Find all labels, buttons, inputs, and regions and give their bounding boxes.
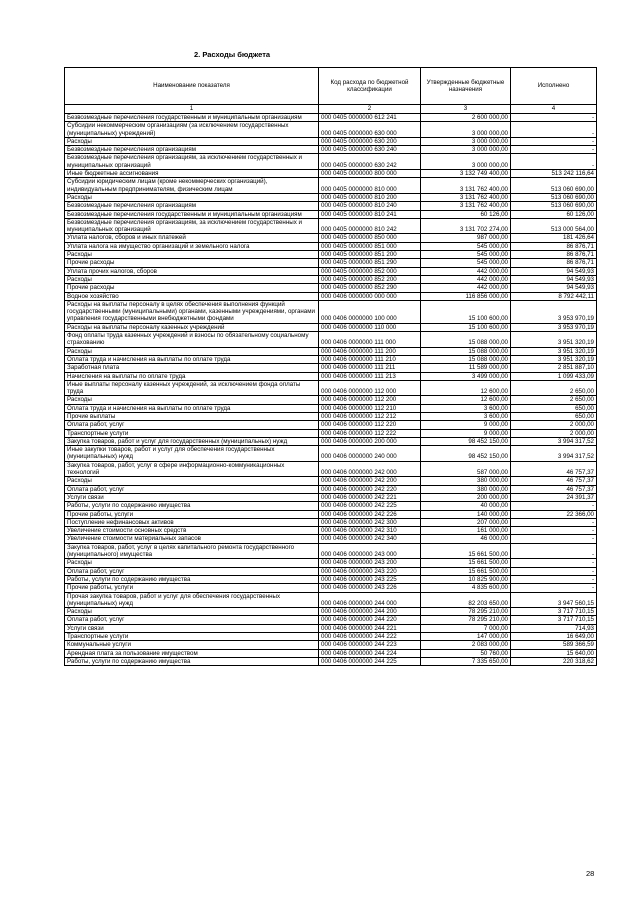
- cell-plan: 3 000 000,00: [421, 122, 511, 138]
- column-number: 2: [319, 105, 421, 114]
- cell-plan: 442 000,00: [421, 267, 511, 275]
- table-row: [65, 510, 597, 518]
- cell-code: 000 0405 0000000 810 241: [319, 210, 421, 218]
- cell-exec: 8 792 442,11: [511, 292, 597, 300]
- cell-plan: 545 000,00: [421, 251, 511, 259]
- cell-exec: 513 242 116,64: [511, 170, 597, 178]
- table-row: [65, 404, 597, 412]
- cell-name: Прочие расходы: [65, 284, 319, 292]
- table-row: [65, 412, 597, 420]
- cell-exec: 3 951 320,19: [511, 332, 597, 348]
- cell-name: Иные закупки товаров, работ и услуг для обеспечения государственных (муниципальных) нужд: [65, 446, 319, 462]
- cell-plan: 78 295 210,00: [421, 616, 511, 624]
- cell-name: Расходы на выплаты персоналу в целях обеспечения выполнения функций государственными (муниципальными) органами, казенными учреждениями, органами управления государственными внебюджетными фондами: [65, 300, 319, 323]
- cell-code: 000 0406 0000000 100 000: [319, 300, 421, 323]
- table-row: [65, 323, 597, 331]
- cell-exec: 46 757,37: [511, 485, 597, 493]
- cell-name: Уплата прочих налогов, сборов: [65, 267, 319, 275]
- cell-code: 000 0406 0000000 242 200: [319, 477, 421, 485]
- table-row: [65, 493, 597, 501]
- cell-name: Закупка товаров, работ, услуг в целях капитального ремонта государственного (муниципального) имущества: [65, 543, 319, 559]
- cell-exec: 86 876,71: [511, 242, 597, 250]
- cell-exec: 94 549,93: [511, 275, 597, 283]
- cell-plan: 545 000,00: [421, 259, 511, 267]
- cell-exec: -: [511, 154, 597, 170]
- cell-exec: 181 426,64: [511, 234, 597, 242]
- table-row: [65, 202, 597, 210]
- table-row: [65, 259, 597, 267]
- cell-name: Субсидии некоммерческим организациям (за исключением государственных (муниципальных) учреждений): [65, 122, 319, 138]
- cell-exec: 60 126,00: [511, 210, 597, 218]
- table-row: [65, 114, 597, 122]
- table-row: [65, 608, 597, 616]
- cell-code: 000 0405 0000000 850 000: [319, 234, 421, 242]
- cell-name: Транспортные услуги: [65, 429, 319, 437]
- cell-code: 000 0406 0000000 242 300: [319, 518, 421, 526]
- cell-name: Фонд оплаты труда казенных учреждений и взносы по обязательному социальному страхованию: [65, 332, 319, 348]
- table-row: [65, 267, 597, 275]
- cell-plan: 140 000,00: [421, 510, 511, 518]
- cell-plan: 3 600,00: [421, 412, 511, 420]
- table-row: [65, 332, 597, 348]
- table-row: [65, 372, 597, 380]
- cell-plan: 15 088 000,00: [421, 332, 511, 348]
- cell-plan: 12 600,00: [421, 380, 511, 396]
- cell-exec: 86 876,71: [511, 259, 597, 267]
- cell-plan: 2 083 000,00: [421, 641, 511, 649]
- cell-exec: 3 994 317,52: [511, 437, 597, 445]
- table-header-row: [65, 68, 597, 105]
- cell-name: Закупка товаров, работ, услуг в сфере информационно-коммуникационных технологий: [65, 461, 319, 477]
- table-row: [65, 178, 597, 194]
- table-row: [65, 518, 597, 526]
- cell-plan: 15 100 600,00: [421, 300, 511, 323]
- table-row: [65, 347, 597, 355]
- cell-name: Оплата труда и начисления на выплаты по оплате труда: [65, 404, 319, 412]
- cell-code: 000 0406 0000000 111 000: [319, 332, 421, 348]
- cell-code: 000 0406 0000000 244 000: [319, 592, 421, 608]
- cell-code: 000 0406 0000000 243 225: [319, 575, 421, 583]
- cell-exec: 2 000,00: [511, 421, 597, 429]
- table-row: [65, 485, 597, 493]
- cell-plan: 3 132 749 400,00: [421, 170, 511, 178]
- table-row: [65, 543, 597, 559]
- table-row: [65, 170, 597, 178]
- cell-code: 000 0406 0000000 111 210: [319, 355, 421, 363]
- cell-plan: 15 661 500,00: [421, 567, 511, 575]
- cell-plan: 98 452 150,00: [421, 446, 511, 462]
- cell-plan: 380 000,00: [421, 485, 511, 493]
- cell-plan: 60 126,00: [421, 210, 511, 218]
- cell-name: Оплата работ, услуг: [65, 567, 319, 575]
- cell-plan: 3 131 762 400,00: [421, 193, 511, 201]
- cell-exec: 513 060 690,00: [511, 193, 597, 201]
- table-row: [65, 218, 597, 234]
- cell-name: Начисления на выплаты по оплате труда: [65, 372, 319, 380]
- cell-code: 000 0405 0000000 630 242: [319, 154, 421, 170]
- cell-name: Расходы: [65, 275, 319, 283]
- cell-name: Оплата работ, услуг: [65, 421, 319, 429]
- cell-exec: -: [511, 543, 597, 559]
- cell-plan: 2 600 000,00: [421, 114, 511, 122]
- cell-plan: 15 100 600,00: [421, 323, 511, 331]
- cell-code: 000 0406 0000000 240 000: [319, 446, 421, 462]
- cell-code: 000 0406 0000000 242 310: [319, 527, 421, 535]
- table-row: [65, 446, 597, 462]
- cell-exec: 513 060 690,00: [511, 202, 597, 210]
- cell-exec: 46 757,37: [511, 461, 597, 477]
- header-name: Наименование показателя: [65, 68, 319, 105]
- cell-name: Увеличение стоимости основных средств: [65, 527, 319, 535]
- cell-code: 000 0406 0000000 244 221: [319, 624, 421, 632]
- column-number: 1: [65, 105, 319, 114]
- cell-exec: 589 366,59: [511, 641, 597, 649]
- cell-plan: 442 000,00: [421, 275, 511, 283]
- cell-exec: 2 000,00: [511, 429, 597, 437]
- cell-exec: 3 717 710,15: [511, 616, 597, 624]
- cell-code: 000 0406 0000000 112 212: [319, 412, 421, 420]
- cell-plan: 200 000,00: [421, 493, 511, 501]
- table-row: [65, 380, 597, 396]
- cell-plan: 9 000,00: [421, 421, 511, 429]
- cell-code: 000 0406 0000000 244 222: [319, 633, 421, 641]
- cell-plan: 98 452 150,00: [421, 437, 511, 445]
- cell-code: 000 0406 0000000 242 220: [319, 485, 421, 493]
- cell-plan: 3 000 000,00: [421, 154, 511, 170]
- cell-plan: 10 825 900,00: [421, 575, 511, 583]
- cell-code: 000 0405 0000000 852 290: [319, 284, 421, 292]
- cell-code: 000 0406 0000000 000 000: [319, 292, 421, 300]
- cell-plan: 987 000,00: [421, 234, 511, 242]
- cell-exec: -: [511, 535, 597, 543]
- cell-code: 000 0406 0000000 242 000: [319, 461, 421, 477]
- cell-name: Услуги связи: [65, 624, 319, 632]
- cell-code: 000 0405 0000000 851 290: [319, 259, 421, 267]
- cell-code: 000 0405 0000000 852 200: [319, 275, 421, 283]
- cell-name: Уплата налога на имущество организаций и земельного налога: [65, 242, 319, 250]
- cell-name: Поступление нефинансовых активов: [65, 518, 319, 526]
- cell-code: 000 0406 0000000 111 200: [319, 347, 421, 355]
- cell-code: 000 0406 0000000 112 222: [319, 429, 421, 437]
- cell-code: 000 0406 0000000 244 200: [319, 608, 421, 616]
- cell-name: Оплата работ, услуг: [65, 485, 319, 493]
- cell-plan: 3 600,00: [421, 404, 511, 412]
- table-row: [65, 210, 597, 218]
- cell-code: 000 0405 0000000 630 000: [319, 122, 421, 138]
- cell-name: Безвозмездные перечисления организациям: [65, 146, 319, 154]
- cell-code: 000 0406 0000000 112 210: [319, 404, 421, 412]
- cell-exec: 220 318,62: [511, 657, 597, 665]
- cell-code: 000 0406 0000000 243 000: [319, 543, 421, 559]
- cell-code: 000 0405 0000000 852 000: [319, 267, 421, 275]
- cell-plan: 12 600,00: [421, 396, 511, 404]
- cell-exec: -: [511, 502, 597, 510]
- table-row: [65, 154, 597, 170]
- table-row: [65, 575, 597, 583]
- cell-plan: 380 000,00: [421, 477, 511, 485]
- table-row: [65, 355, 597, 363]
- cell-exec: 2 650,00: [511, 396, 597, 404]
- cell-code: 000 0405 0000000 800 000: [319, 170, 421, 178]
- cell-exec: 86 876,71: [511, 251, 597, 259]
- cell-name: Расходы: [65, 251, 319, 259]
- cell-plan: 3 131 762 400,00: [421, 178, 511, 194]
- table-row: [65, 146, 597, 154]
- cell-code: 000 0406 0000000 243 226: [319, 584, 421, 592]
- table-row: [65, 421, 597, 429]
- cell-exec: 650,00: [511, 404, 597, 412]
- cell-plan: 50 760,00: [421, 649, 511, 657]
- table-row: [65, 649, 597, 657]
- cell-name: Иные бюджетные ассигнования: [65, 170, 319, 178]
- column-number-row: [65, 105, 597, 114]
- table-row: [65, 461, 597, 477]
- cell-name: Прочие работы, услуги: [65, 510, 319, 518]
- table-row: [65, 624, 597, 632]
- cell-exec: 46 757,37: [511, 477, 597, 485]
- cell-code: 000 0406 0000000 110 000: [319, 323, 421, 331]
- cell-plan: 3 000 000,00: [421, 137, 511, 145]
- cell-name: Безвозмездные перечисления организациям: [65, 202, 319, 210]
- table-row: [65, 584, 597, 592]
- cell-exec: 513 060 690,00: [511, 178, 597, 194]
- cell-plan: 40 000,00: [421, 502, 511, 510]
- cell-plan: 9 000,00: [421, 429, 511, 437]
- table-row: [65, 633, 597, 641]
- cell-code: 000 0405 0000000 851 200: [319, 251, 421, 259]
- cell-plan: 15 661 500,00: [421, 543, 511, 559]
- cell-name: Работы, услуги по содержанию имущества: [65, 657, 319, 665]
- cell-plan: 4 835 600,00: [421, 584, 511, 592]
- cell-code: 000 0405 0000000 851 000: [319, 242, 421, 250]
- cell-code: 000 0406 0000000 200 000: [319, 437, 421, 445]
- cell-code: 000 0406 0000000 242 226: [319, 510, 421, 518]
- cell-exec: -: [511, 122, 597, 138]
- cell-code: 000 0406 0000000 244 220: [319, 616, 421, 624]
- table-row: [65, 193, 597, 201]
- cell-exec: -: [511, 575, 597, 583]
- page-number: 28: [586, 869, 595, 878]
- table-row: [65, 242, 597, 250]
- cell-code: 000 0406 0000000 112 000: [319, 380, 421, 396]
- cell-name: Расходы: [65, 137, 319, 145]
- table-row: [65, 502, 597, 510]
- table-row: [65, 137, 597, 145]
- cell-name: Закупка товаров, работ и услуг для государственных (муниципальных) нужд: [65, 437, 319, 445]
- table-row: [65, 616, 597, 624]
- cell-name: Заработная плата: [65, 364, 319, 372]
- table-row: [65, 275, 597, 283]
- cell-exec: 94 549,93: [511, 267, 597, 275]
- cell-name: Расходы на выплаты персоналу казенных учреждений: [65, 323, 319, 331]
- cell-exec: 3 953 970,19: [511, 300, 597, 323]
- cell-name: Транспортные услуги: [65, 633, 319, 641]
- cell-code: 000 0405 0000000 630 200: [319, 137, 421, 145]
- cell-exec: -: [511, 567, 597, 575]
- cell-exec: 3 994 317,52: [511, 446, 597, 462]
- cell-exec: -: [511, 559, 597, 567]
- header-plan: Утвержденные бюджетные назначения: [421, 68, 511, 105]
- cell-name: Иные выплаты персоналу казенных учреждений, за исключением фонда оплаты труда: [65, 380, 319, 396]
- cell-name: Безвозмездные перечисления организациям, за исключением государственных и муниципальных организаций: [65, 218, 319, 234]
- cell-exec: 714,93: [511, 624, 597, 632]
- cell-name: Оплата труда и начисления на выплаты по оплате труда: [65, 355, 319, 363]
- cell-code: 000 0405 0000000 810 000: [319, 178, 421, 194]
- cell-code: 000 0406 0000000 243 220: [319, 567, 421, 575]
- cell-plan: 442 000,00: [421, 284, 511, 292]
- cell-plan: 545 000,00: [421, 242, 511, 250]
- cell-name: Прочие расходы: [65, 259, 319, 267]
- cell-exec: 24 391,37: [511, 493, 597, 501]
- cell-exec: -: [511, 527, 597, 535]
- cell-code: 000 0405 0000000 810 200: [319, 193, 421, 201]
- table-row: [65, 396, 597, 404]
- cell-code: 000 0405 0000000 630 240: [319, 146, 421, 154]
- cell-name: Уплата налогов, сборов и иных платежей: [65, 234, 319, 242]
- cell-exec: 94 549,93: [511, 284, 597, 292]
- table-row: [65, 122, 597, 138]
- cell-name: Водное хозяйство: [65, 292, 319, 300]
- cell-code: 000 0406 0000000 112 200: [319, 396, 421, 404]
- table-row: [65, 251, 597, 259]
- cell-plan: 15 661 500,00: [421, 559, 511, 567]
- column-number: 4: [511, 105, 597, 114]
- column-number: 3: [421, 105, 511, 114]
- cell-name: Оплата работ, услуг: [65, 616, 319, 624]
- cell-name: Расходы: [65, 396, 319, 404]
- cell-plan: 3 000 000,00: [421, 146, 511, 154]
- cell-plan: 82 203 650,00: [421, 592, 511, 608]
- table-row: [65, 364, 597, 372]
- table-row: [65, 559, 597, 567]
- cell-name: Услуги связи: [65, 493, 319, 501]
- cell-plan: 147 000,00: [421, 633, 511, 641]
- cell-name: Работы, услуги по содержанию имущества: [65, 502, 319, 510]
- table-row: [65, 535, 597, 543]
- cell-exec: 2 851 887,10: [511, 364, 597, 372]
- table-row: [65, 527, 597, 535]
- cell-plan: 161 000,00: [421, 527, 511, 535]
- cell-exec: 15 640,00: [511, 649, 597, 657]
- cell-exec: -: [511, 114, 597, 122]
- cell-plan: 7 000,00: [421, 624, 511, 632]
- cell-code: 000 0406 0000000 244 224: [319, 649, 421, 657]
- cell-code: 000 0406 0000000 243 200: [319, 559, 421, 567]
- cell-exec: 1 099 433,09: [511, 372, 597, 380]
- table-row: [65, 477, 597, 485]
- cell-plan: 15 088 000,00: [421, 347, 511, 355]
- table-row: [65, 657, 597, 665]
- cell-exec: 650,00: [511, 412, 597, 420]
- cell-exec: 3 951 320,19: [511, 355, 597, 363]
- cell-name: Субсидии юридическим лицам (кроме некоммерческих организаций), индивидуальным предпринимателям, физическим лицам: [65, 178, 319, 194]
- table-row: [65, 234, 597, 242]
- cell-code: 000 0405 0000000 810 240: [319, 202, 421, 210]
- cell-exec: 22 366,00: [511, 510, 597, 518]
- cell-plan: 11 589 000,00: [421, 364, 511, 372]
- cell-code: 000 0406 0000000 112 220: [319, 421, 421, 429]
- cell-plan: 3 131 702 274,00: [421, 218, 511, 234]
- cell-plan: 587 000,00: [421, 461, 511, 477]
- header-exec: Исполнено: [511, 68, 597, 105]
- header-code: Код расхода по бюджетной классификации: [319, 68, 421, 105]
- cell-name: Безвозмездные перечисления организациям, за исключением государственных и муниципальных организаций: [65, 154, 319, 170]
- cell-plan: 78 295 210,00: [421, 608, 511, 616]
- cell-plan: 207 000,00: [421, 518, 511, 526]
- table-row: [65, 567, 597, 575]
- cell-code: 000 0406 0000000 244 225: [319, 657, 421, 665]
- cell-plan: 46 000,00: [421, 535, 511, 543]
- cell-exec: -: [511, 584, 597, 592]
- table-row: [65, 429, 597, 437]
- cell-code: 000 0406 0000000 111 211: [319, 364, 421, 372]
- cell-name: Расходы: [65, 347, 319, 355]
- cell-plan: 3 131 762 400,00: [421, 202, 511, 210]
- cell-code: 000 0406 0000000 111 213: [319, 372, 421, 380]
- table-row: [65, 300, 597, 323]
- cell-exec: 3 953 970,19: [511, 323, 597, 331]
- cell-exec: -: [511, 137, 597, 145]
- cell-code: 000 0406 0000000 244 223: [319, 641, 421, 649]
- cell-name: Расходы: [65, 477, 319, 485]
- table-row: [65, 437, 597, 445]
- cell-exec: 3 717 710,15: [511, 608, 597, 616]
- cell-code: 000 0406 0000000 242 340: [319, 535, 421, 543]
- cell-exec: 3 951 320,19: [511, 347, 597, 355]
- cell-plan: 15 088 000,00: [421, 355, 511, 363]
- cell-name: Безвозмездные перечисления государственным и муниципальным организациям: [65, 114, 319, 122]
- cell-name: Арендная плата за пользование имуществом: [65, 649, 319, 657]
- cell-name: Работы, услуги по содержанию имущества: [65, 575, 319, 583]
- cell-code: 000 0405 0000000 612 241: [319, 114, 421, 122]
- cell-name: Прочая закупка товаров, работ и услуг для обеспечения государственных (муниципальных) нужд: [65, 592, 319, 608]
- section-title: 2. Расходы бюджета: [194, 50, 271, 59]
- cell-code: 000 0406 0000000 242 225: [319, 502, 421, 510]
- cell-name: Расходы: [65, 193, 319, 201]
- cell-exec: 3 947 560,15: [511, 592, 597, 608]
- table-row: [65, 592, 597, 608]
- table-row: [65, 292, 597, 300]
- cell-name: Прочие выплаты: [65, 412, 319, 420]
- cell-name: Коммунальные услуги: [65, 641, 319, 649]
- cell-exec: 16 649,00: [511, 633, 597, 641]
- cell-exec: -: [511, 146, 597, 154]
- cell-plan: 7 335 650,00: [421, 657, 511, 665]
- cell-plan: 3 499 000,00: [421, 372, 511, 380]
- cell-code: 000 0406 0000000 242 221: [319, 493, 421, 501]
- cell-name: Увеличение стоимости материальных запасов: [65, 535, 319, 543]
- table-row: [65, 284, 597, 292]
- cell-name: Прочие работы, услуги: [65, 584, 319, 592]
- budget-expenses-table: [64, 67, 597, 666]
- cell-name: Безвозмездные перечисления государственным и муниципальным организациям: [65, 210, 319, 218]
- cell-name: Расходы: [65, 559, 319, 567]
- cell-name: Расходы: [65, 608, 319, 616]
- cell-exec: 2 650,00: [511, 380, 597, 396]
- cell-plan: 116 856 000,00: [421, 292, 511, 300]
- cell-code: 000 0405 0000000 810 242: [319, 218, 421, 234]
- cell-exec: -: [511, 518, 597, 526]
- table-row: [65, 641, 597, 649]
- cell-exec: 513 000 564,00: [511, 218, 597, 234]
